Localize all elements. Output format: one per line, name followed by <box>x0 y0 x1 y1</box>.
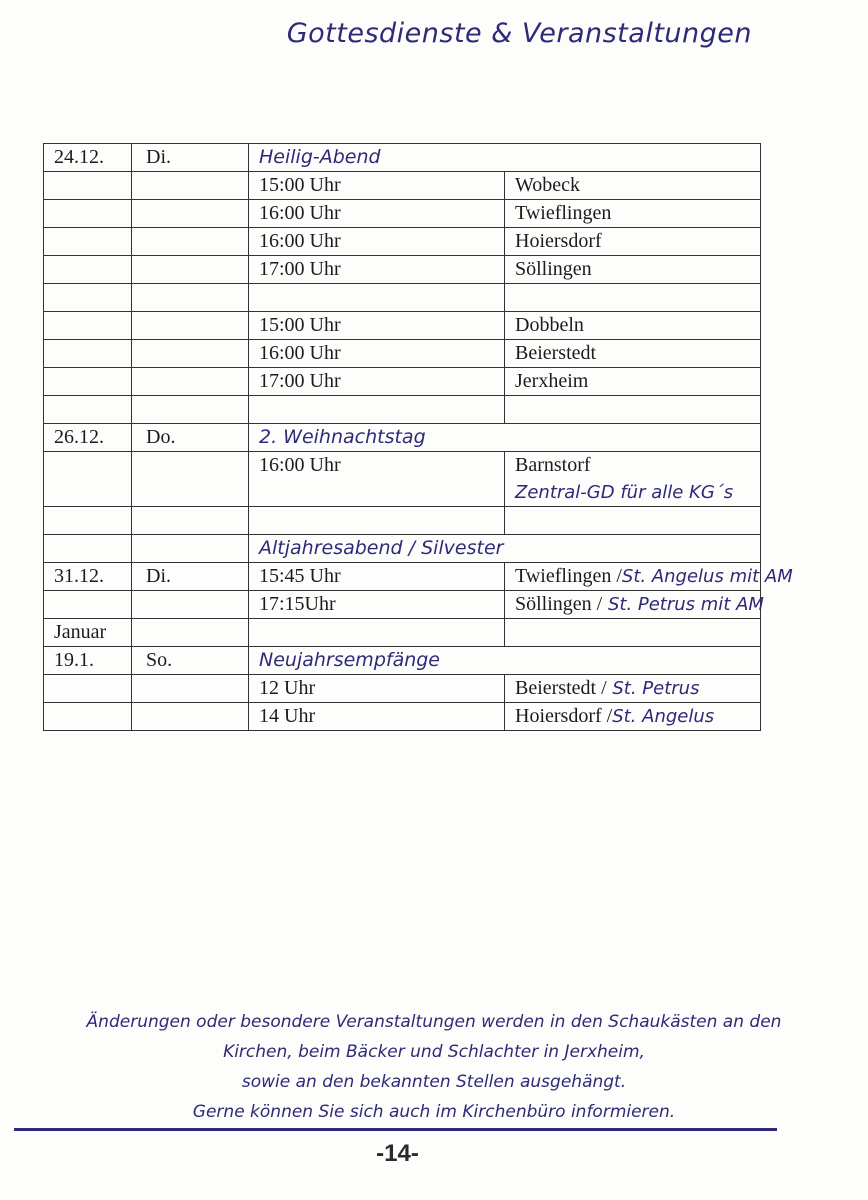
page-title: Gottesdienste & Veranstaltungen <box>286 18 752 49</box>
table-row <box>44 563 761 591</box>
day-cell <box>132 396 249 424</box>
time-cell: 16:00 Uhr <box>249 452 505 507</box>
time-cell: 15:45 Uhr <box>249 563 505 591</box>
place-note: St. Angelus <box>612 706 715 727</box>
time-cell <box>249 284 505 312</box>
time-cell: 16:00 Uhr <box>249 200 505 228</box>
time-cell: 17:00 Uhr <box>249 368 505 396</box>
table-row <box>44 228 761 256</box>
time-cell: 12 Uhr <box>249 675 505 703</box>
table-row <box>44 284 761 312</box>
day-cell <box>132 535 249 563</box>
place-cell: Beierstedt <box>505 340 761 368</box>
date-cell: 19.1. <box>44 647 132 675</box>
day-cell <box>132 703 249 731</box>
date-cell <box>44 228 132 256</box>
date-cell <box>44 675 132 703</box>
place-cell <box>505 507 761 535</box>
time-cell: 15:00 Uhr <box>249 312 505 340</box>
time-cell <box>249 507 505 535</box>
time-cell <box>249 396 505 424</box>
table-row <box>44 424 761 452</box>
place-note: St. Angelus mit AM <box>621 566 793 587</box>
place-note: St. Petrus mit AM <box>602 594 764 615</box>
time-cell: 17:15Uhr <box>249 591 505 619</box>
day-cell <box>132 284 249 312</box>
table-row <box>44 368 761 396</box>
footer-note <box>0 1007 868 1127</box>
footer-line: Änderungen oder besondere Veranstaltungen werden in den Schaukästen an den <box>86 1012 782 1032</box>
footer-line: Gerne können Sie sich auch im Kirchenbüro informieren. <box>192 1102 676 1122</box>
date-cell: 26.12. <box>44 424 132 452</box>
event-title: Heilig-Abend <box>249 144 761 172</box>
day-cell <box>132 591 249 619</box>
day-cell <box>132 172 249 200</box>
place-cell <box>505 396 761 424</box>
time-cell: 15:00 Uhr <box>249 172 505 200</box>
schedule-table <box>43 143 793 731</box>
date-cell: 31.12. <box>44 563 132 591</box>
table-row <box>44 340 761 368</box>
day-cell <box>132 507 249 535</box>
place-cell: Hoiersdorf <box>505 228 761 256</box>
date-cell <box>44 703 132 731</box>
day-cell <box>132 675 249 703</box>
day-cell <box>132 452 249 507</box>
date-cell <box>44 452 132 507</box>
table-row <box>44 172 761 200</box>
place-name: Barnstorf <box>515 454 591 476</box>
day-cell <box>132 368 249 396</box>
date-cell <box>44 591 132 619</box>
time-cell <box>249 619 505 647</box>
place-cell <box>505 675 761 703</box>
page-number: -14- <box>376 1140 419 1167</box>
day-cell <box>132 200 249 228</box>
event-title: Neujahrsempfänge <box>249 647 761 675</box>
table-row <box>44 144 761 172</box>
date-cell <box>44 535 132 563</box>
table-row <box>44 535 761 563</box>
place-note: Zentral-GD für alle KG´s <box>515 482 734 503</box>
day-cell: So. <box>132 647 249 675</box>
place-name: Beierstedt / <box>515 677 607 699</box>
day-cell <box>132 619 249 647</box>
place-cell: Wobeck <box>505 172 761 200</box>
event-title: Altjahresabend / Silvester <box>249 535 761 563</box>
place-note: St. Petrus <box>606 678 700 699</box>
place-cell: Twieflingen <box>505 200 761 228</box>
table-row <box>44 452 761 507</box>
event-title: 2. Weihnachtstag <box>249 424 761 452</box>
day-cell <box>132 228 249 256</box>
table-row <box>44 675 761 703</box>
time-cell: 14 Uhr <box>249 703 505 731</box>
place-cell <box>505 284 761 312</box>
time-cell: 16:00 Uhr <box>249 228 505 256</box>
day-cell: Di. <box>132 563 249 591</box>
table-row <box>44 312 761 340</box>
place-cell <box>505 591 764 619</box>
date-cell <box>44 340 132 368</box>
day-cell: Di. <box>132 144 249 172</box>
date-cell <box>44 172 132 200</box>
day-cell: Do. <box>132 424 249 452</box>
place-name: Twieflingen / <box>515 565 622 587</box>
date-cell <box>44 507 132 535</box>
table-row <box>44 619 761 647</box>
table-row <box>44 647 761 675</box>
date-cell: Januar <box>44 619 132 647</box>
footer-line: sowie an den bekannten Stellen ausgehängt. <box>241 1072 627 1092</box>
footer-line: Kirchen, beim Bäcker und Schlachter in Jerxheim, <box>223 1042 645 1062</box>
date-cell <box>44 284 132 312</box>
table-row <box>44 507 761 535</box>
place-cell <box>505 703 761 731</box>
footer-divider <box>14 1128 777 1131</box>
table-row <box>44 396 761 424</box>
place-cell <box>505 452 761 507</box>
date-cell <box>44 396 132 424</box>
date-cell <box>44 368 132 396</box>
day-cell <box>132 312 249 340</box>
place-cell: Söllingen <box>505 256 761 284</box>
table-row <box>44 200 761 228</box>
place-cell <box>505 563 793 591</box>
day-cell <box>132 340 249 368</box>
table-row <box>44 591 761 619</box>
place-cell: Jerxheim <box>505 368 761 396</box>
table-row <box>44 703 761 731</box>
day-cell <box>132 256 249 284</box>
place-name: Hoiersdorf / <box>515 705 613 727</box>
time-cell: 16:00 Uhr <box>249 340 505 368</box>
date-cell <box>44 200 132 228</box>
place-cell <box>505 619 761 647</box>
date-cell <box>44 312 132 340</box>
table-row <box>44 256 761 284</box>
date-cell <box>44 256 132 284</box>
place-cell: Dobbeln <box>505 312 761 340</box>
place-name: Söllingen / <box>515 593 603 615</box>
time-cell: 17:00 Uhr <box>249 256 505 284</box>
date-cell: 24.12. <box>44 144 132 172</box>
